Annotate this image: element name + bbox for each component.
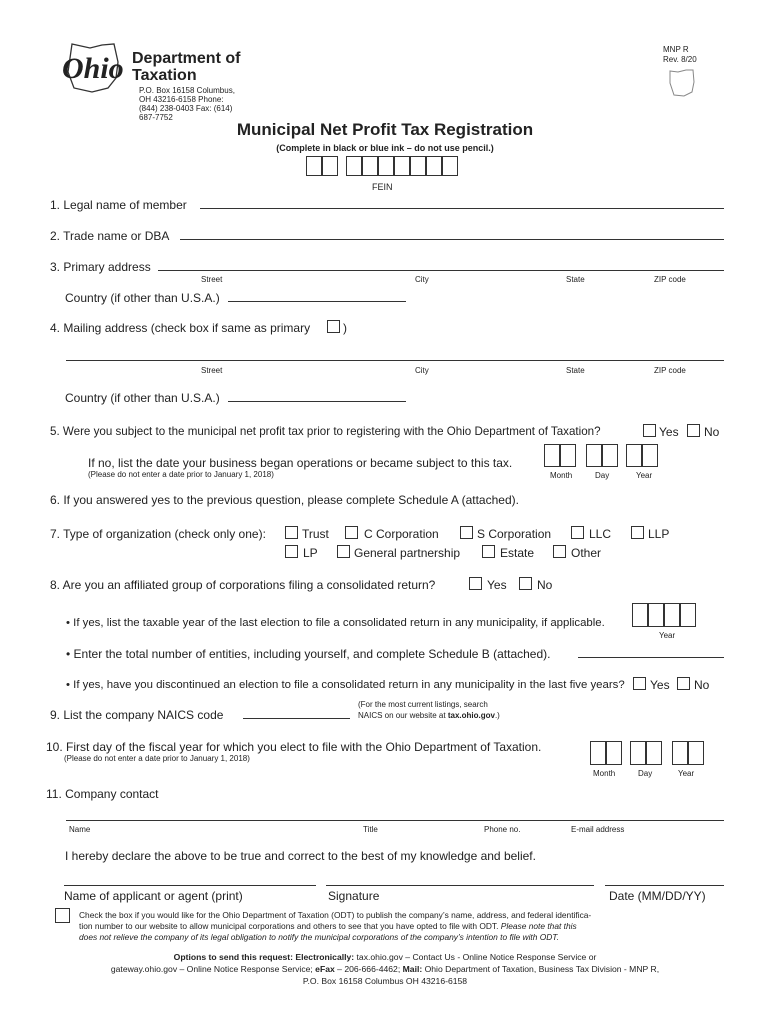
q5-year-label: Year [636,471,653,480]
contact-title-label: Title [363,825,378,834]
org-gp-label: General partnership [354,546,461,560]
q8-year-2[interactable] [648,603,664,627]
q5-month-1[interactable] [544,444,560,467]
publish-text-3: does not relieve the company of its legal obligation to notify the municipal corporations of the company’s intention to file with ODT. [79,932,559,942]
fein-digit-1[interactable] [306,156,322,176]
q10-year-1[interactable] [672,741,688,765]
company-contact-field[interactable] [66,820,724,821]
q2-label: 2. Trade name or DBA [50,229,170,243]
q4-label: 4. Mailing address (check box if same as primary [50,321,311,335]
q10-month-label: Month [593,769,616,778]
org-scorp-checkbox[interactable] [460,526,473,539]
q8-year-4[interactable] [680,603,696,627]
trade-name-field[interactable] [180,239,724,240]
publish-consent-checkbox[interactable] [55,908,70,923]
q5-date-note: (Please do not enter a date prior to January 1, 2018) [88,470,274,479]
org-other-label: Other [571,546,602,560]
q4-close-paren: ) [343,321,347,335]
q9-note-1: (For the most current listings, search [358,700,488,709]
q8-bullet-3: • If yes, have you discontinued an election to file a consolidated return in any municipality in the last five years? [66,679,625,691]
org-lp-checkbox[interactable] [285,545,298,558]
q5-year-2[interactable] [642,444,658,467]
q8-yes-label: Yes [487,578,507,592]
applicant-name-label: Name of applicant or agent (print) [64,889,243,903]
fein-digit-8[interactable] [426,156,442,176]
q9-note-2: NAICS on our website at tax.ohio.gov.) [358,711,500,720]
mailing-city-label: City [415,366,429,375]
q9-label: 9. List the company NAICS code [50,708,224,722]
dept-address-3: (844) 238-0403 Fax: (614) [139,104,233,113]
q8-yes-checkbox[interactable] [469,577,482,590]
fein-label: FEIN [372,182,393,192]
q5-no-label: No [704,425,720,439]
q8-label: 8. Are you an affiliated group of corporations filing a consolidated return? [50,578,436,592]
same-as-primary-checkbox[interactable] [327,320,340,333]
form-id: MNP R [663,45,689,54]
fein-digit-2[interactable] [322,156,338,176]
form-rev: Rev. 8/20 [663,55,697,64]
publish-text-1: Check the box if you would like for the Ohio Department of Taxation (ODT) to publish the company’s name, address, and federal identifica- [79,910,592,920]
fein-digit-4[interactable] [362,156,378,176]
q5-year-1[interactable] [626,444,642,467]
mailing-address-field[interactable] [66,360,724,361]
primary-city-label: City [415,275,429,284]
fein-digit-3[interactable] [346,156,362,176]
fein-digit-6[interactable] [394,156,410,176]
date-field[interactable] [605,885,724,886]
org-trust-label: Trust [302,527,329,541]
q10-date-note: (Please do not enter a date prior to January 1, 2018) [64,754,250,763]
q8-no-label: No [537,578,553,592]
q10-month-2[interactable] [606,741,622,765]
entities-count-field[interactable] [578,657,724,658]
q5-ifno-text: If no, list the date your business began operations or became subject to this tax. [88,456,513,470]
primary-address-field[interactable] [158,270,724,271]
org-llp-checkbox[interactable] [631,526,644,539]
fein-digit-5[interactable] [378,156,394,176]
q5-day-label: Day [595,471,610,480]
q8-year-3[interactable] [664,603,680,627]
fein-digit-9[interactable] [442,156,458,176]
primary-country-field[interactable] [228,301,406,302]
page-title: Municipal Net Profit Tax Registration [236,120,534,139]
q10-day-label: Day [638,769,653,778]
page-subtitle: (Complete in black or blue ink – do not use pencil.) [276,143,494,153]
fein-digit-7[interactable] [410,156,426,176]
q8-year-label: Year [659,631,676,640]
q5-month-2[interactable] [560,444,576,467]
org-llp-label: LLP [648,527,670,541]
q10-month-1[interactable] [590,741,606,765]
dept-name-line1: Department of [132,50,241,67]
publish-text-2: tion number to our website to allow municipal corporations and others to see that you have opted to file with ODT. Please note that this [79,921,577,931]
naics-code-field[interactable] [243,718,350,719]
signature-field[interactable] [326,885,594,886]
signature-label: Signature [328,889,380,903]
primary-street-label: Street [201,275,223,284]
q10-day-1[interactable] [630,741,646,765]
org-trust-checkbox[interactable] [285,526,298,539]
dept-address-2: OH 43216-6158 Phone: [139,95,224,104]
dept-name-line2: Taxation [132,67,197,84]
q10-label: 10. First day of the fiscal year for which you elect to file with the Ohio Department of Taxation. [46,740,542,754]
options-line-3: P.O. Box 16158 Columbus OH 43216-6158 [302,976,468,986]
q8b-yes-checkbox[interactable] [633,677,646,690]
primary-country-label: Country (if other than U.S.A.) [65,291,220,305]
dept-address-1: P.O. Box 16158 Columbus, [139,86,235,95]
q1-label: 1. Legal name of member [50,198,187,212]
q8-bullet-1: • If yes, list the taxable year of the last election to file a consolidated return in any municipality, if applicable. [66,617,605,629]
q8b-no-label: No [694,678,710,692]
ohio-logo-text: Ohio [62,52,124,85]
org-ccorp-label: C Corporation [364,527,439,541]
q5-no-checkbox[interactable] [687,424,700,437]
org-ccorp-checkbox[interactable] [345,526,358,539]
q10-year-2[interactable] [688,741,704,765]
q8b-yes-label: Yes [650,678,670,692]
options-line-1: Options to send this request: Electronically: tax.ohio.gov – Contact Us - Online Notice Response Service or [173,952,597,962]
org-llc-label: LLC [589,527,612,541]
q5-yes-label: Yes [659,425,679,439]
legal-name-field[interactable] [200,208,724,209]
q5-day-2[interactable] [602,444,618,467]
mailing-street-label: Street [201,366,223,375]
org-lp-label: LP [303,546,318,560]
q3-label: 3. Primary address [50,260,151,274]
q11-label: 11. Company contact [46,787,159,801]
q8-bullet-2: • Enter the total number of entities, including yourself, and complete Schedule B (attached). [66,647,551,661]
org-gp-checkbox[interactable] [337,545,350,558]
mailing-state-label: State [566,366,585,375]
q5-label: 5. Were you subject to the municipal net profit tax prior to registering with the Ohio Department of Taxation? [50,425,601,438]
org-other-checkbox[interactable] [553,545,566,558]
primary-zip-label: ZIP code [654,275,686,284]
ohio-outline-icon [668,68,696,98]
dept-address-4: 687-7752 [139,113,173,122]
q8b-no-checkbox[interactable] [677,677,690,690]
contact-name-label: Name [69,825,91,834]
date-label: Date (MM/DD/YY) [609,889,706,903]
declaration-text: I hereby declare the above to be true and correct to the best of my knowledge and belief. [65,849,536,863]
options-line-2: gateway.ohio.gov – Online Notice Response Service; eFax – 206-666-4462; Mail: Ohio Department of Taxation, Business Tax Division - MNP R, [110,964,660,974]
q6-label: 6. If you answered yes to the previous question, please complete Schedule A (attached). [50,493,519,507]
q5-month-label: Month [550,471,573,480]
mailing-country-field[interactable] [228,401,406,402]
q7-label: 7. Type of organization (check only one): [50,527,266,541]
org-estate-label: Estate [500,546,535,560]
org-estate-checkbox[interactable] [482,545,495,558]
org-scorp-label: S Corporation [477,527,552,541]
q8-year-1[interactable] [632,603,648,627]
q5-day-1[interactable] [586,444,602,467]
mailing-country-label: Country (if other than U.S.A.) [65,391,220,405]
q8-no-checkbox[interactable] [519,577,532,590]
org-llc-checkbox[interactable] [571,526,584,539]
q10-day-2[interactable] [646,741,662,765]
primary-state-label: State [566,275,585,284]
q5-yes-checkbox[interactable] [643,424,656,437]
q10-year-label: Year [678,769,695,778]
contact-phone-label: Phone no. [484,825,521,834]
contact-email-label: E-mail address [571,825,625,834]
mailing-zip-label: ZIP code [654,366,686,375]
applicant-name-field[interactable] [64,885,316,886]
